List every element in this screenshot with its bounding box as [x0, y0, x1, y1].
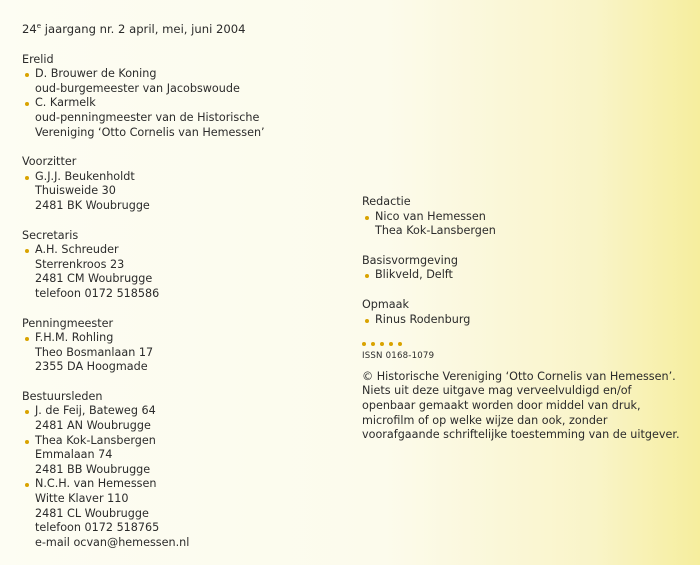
entry	[22, 434, 342, 478]
entry-line: e-mail ocvan@hemessen.nl	[35, 535, 190, 549]
entry-line: 2481 AN Woubrugge	[35, 419, 151, 433]
entry	[22, 404, 342, 433]
entry	[22, 96, 342, 140]
entry-line: Rinus Rodenburg	[375, 312, 471, 326]
separator-dot	[389, 342, 393, 346]
copyright-line: © Historische Vereniging ‘Otto Cornelis van Hemessen’.	[362, 369, 676, 383]
entry-line: oud-burgemeester van Jacobswoude	[35, 81, 240, 95]
entry-line: Sterrenkroos 23	[35, 257, 125, 271]
entry-list	[22, 331, 342, 375]
board-sections	[22, 53, 342, 551]
section-title: Opmaak	[362, 297, 409, 311]
separator-dot	[398, 342, 402, 346]
entry-list	[362, 313, 692, 328]
right-column	[362, 195, 692, 443]
entry-line: Witte Klaver 110	[35, 492, 129, 506]
entry-line: J. de Feij, Bateweg 64	[35, 404, 156, 418]
issue-line: 24e jaargang nr. 2 april, mei, juni 2004	[22, 22, 246, 36]
entry-line: Emmalaan 74	[35, 448, 113, 462]
entry-line: 2355 DA Hoogmade	[35, 360, 148, 374]
section-title: Bestuursleden	[22, 389, 103, 403]
entry-line: Thea Kok-Lansbergen	[35, 433, 156, 447]
entry	[22, 331, 342, 375]
copyright-line: microfilm of op welke wijze dan ook, zonder	[362, 413, 608, 427]
entry-line: G.J.J. Beukenholdt	[35, 169, 135, 183]
entry-list	[22, 404, 342, 550]
dot-separator	[362, 342, 692, 346]
entry	[22, 170, 342, 214]
section-opmaak	[362, 298, 692, 327]
entry-line: D. Brouwer de Koning	[35, 67, 157, 81]
editorial-sections	[362, 195, 692, 327]
copyright-line: voorafgaande schriftelijke toestemming van de uitgever.	[362, 428, 680, 442]
entry-list	[362, 268, 692, 283]
entry-line: 2481 CM Woubrugge	[35, 272, 153, 286]
entry	[362, 210, 692, 239]
issn: ISSN 0168-1079	[362, 351, 435, 362]
section-erelid	[22, 53, 342, 141]
separator-dot	[362, 342, 366, 346]
entry-line: Thea Kok-Lansbergen	[375, 224, 496, 238]
entry-line: Blikveld, Delft	[375, 268, 453, 282]
entry	[362, 268, 692, 283]
entry-list	[22, 170, 342, 214]
section-title: Voorzitter	[22, 155, 77, 169]
copyright-notice	[362, 370, 692, 443]
entry-line: A.H. Schreuder	[35, 243, 119, 257]
copyright-line: openbaar gemaakt worden door middel van druk,	[362, 398, 641, 412]
entry-line: 2481 BB Woubrugge	[35, 462, 151, 476]
entry-line: 2481 BK Woubrugge	[35, 198, 150, 212]
entry	[22, 477, 342, 550]
entry	[22, 243, 342, 301]
section-penningmeester	[22, 317, 342, 375]
entry	[22, 67, 342, 96]
copyright-line: Niets uit deze uitgave mag verveelvuldigd en/of	[362, 384, 632, 398]
entry-line: C. Karmelk	[35, 96, 96, 110]
section-voorzitter	[22, 155, 342, 213]
left-column	[22, 22, 342, 565]
entry-line: N.C.H. van Hemessen	[35, 477, 157, 491]
entry-line: telefoon 0172 518765	[35, 521, 160, 535]
section-title: Basisvormgeving	[362, 253, 458, 267]
section-title: Redactie	[362, 195, 411, 208]
entry-line: F.H.M. Rohling	[35, 331, 114, 345]
separator-dot	[371, 342, 375, 346]
entry-line: Nico van Hemessen	[375, 209, 486, 223]
section-bestuursleden	[22, 390, 342, 551]
section-title: Secretaris	[22, 228, 79, 242]
section-title: Erelid	[22, 52, 54, 66]
entry-list	[22, 243, 342, 301]
section-basisvormgeving	[362, 254, 692, 283]
entry-list	[22, 67, 342, 140]
entry	[362, 313, 692, 328]
entry-list	[362, 210, 692, 239]
entry-line: Thuisweide 30	[35, 184, 116, 198]
section-secretaris	[22, 229, 342, 302]
section-title: Penningmeester	[22, 316, 114, 330]
section-redactie	[362, 195, 692, 239]
entry-line: oud-penningmeester van de Historische	[35, 110, 260, 124]
entry-line: 2481 CL Woubrugge	[35, 506, 149, 520]
separator-dot	[380, 342, 384, 346]
entry-line: telefoon 0172 518586	[35, 286, 160, 300]
entry-line: Theo Bosmanlaan 17	[35, 345, 154, 359]
entry-line: Vereniging ‘Otto Cornelis van Hemessen’	[35, 125, 265, 139]
